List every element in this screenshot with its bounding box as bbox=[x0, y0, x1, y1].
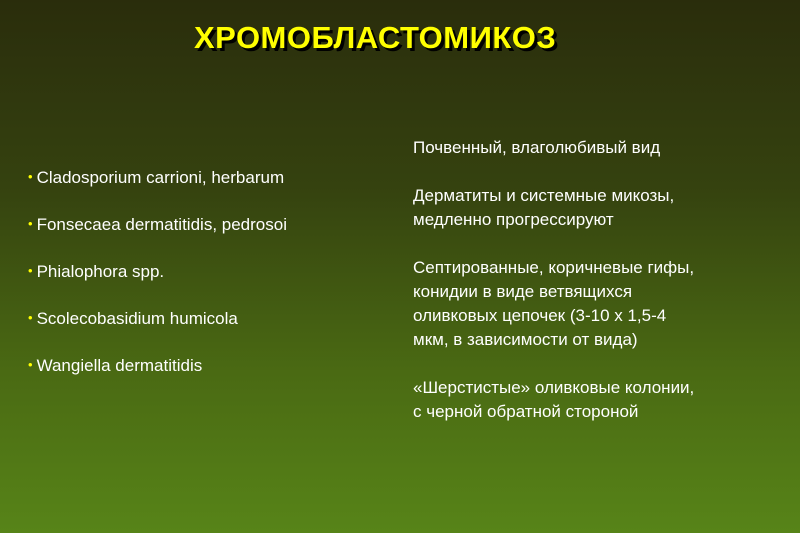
species-name: Scolecobasidium humicola bbox=[36, 309, 238, 328]
list-item bbox=[28, 214, 287, 235]
species-name: Fonsecaea dermatitidis, pedrosoi bbox=[36, 215, 287, 234]
description-morphology: Септированные, коричневые гифы, конидии в виде ветвящихся оливковых цепочек (3-10 х 1,5-4 мкм, в зависимости от вида) bbox=[413, 258, 695, 349]
bullet-icon: • bbox=[28, 310, 33, 325]
list-item bbox=[28, 355, 287, 376]
description-block bbox=[413, 136, 793, 448]
species-name: Cladosporium carrioni, herbarum bbox=[36, 168, 285, 187]
species-name: Phialophora spp. bbox=[36, 262, 165, 281]
bullet-icon: • bbox=[28, 357, 33, 372]
bullet-icon: • bbox=[28, 216, 33, 231]
list-item bbox=[28, 308, 287, 329]
slide-title: ХРОМОБЛАСТОМИКОЗ bbox=[194, 20, 557, 55]
bullet-icon: • bbox=[28, 169, 33, 184]
list-item bbox=[28, 261, 287, 282]
description-disease: Дерматиты и системные микозы, медленно прогрессируют bbox=[413, 186, 675, 229]
species-list bbox=[28, 167, 287, 402]
list-item bbox=[28, 167, 287, 188]
bullet-icon: • bbox=[28, 263, 33, 278]
species-name: Wangiella dermatitidis bbox=[36, 356, 203, 375]
description-colonies: «Шерстистые» оливковые колонии, с черной обратной стороной bbox=[413, 378, 695, 421]
description-habitat: Почвенный, влаголюбивый вид bbox=[413, 138, 661, 157]
